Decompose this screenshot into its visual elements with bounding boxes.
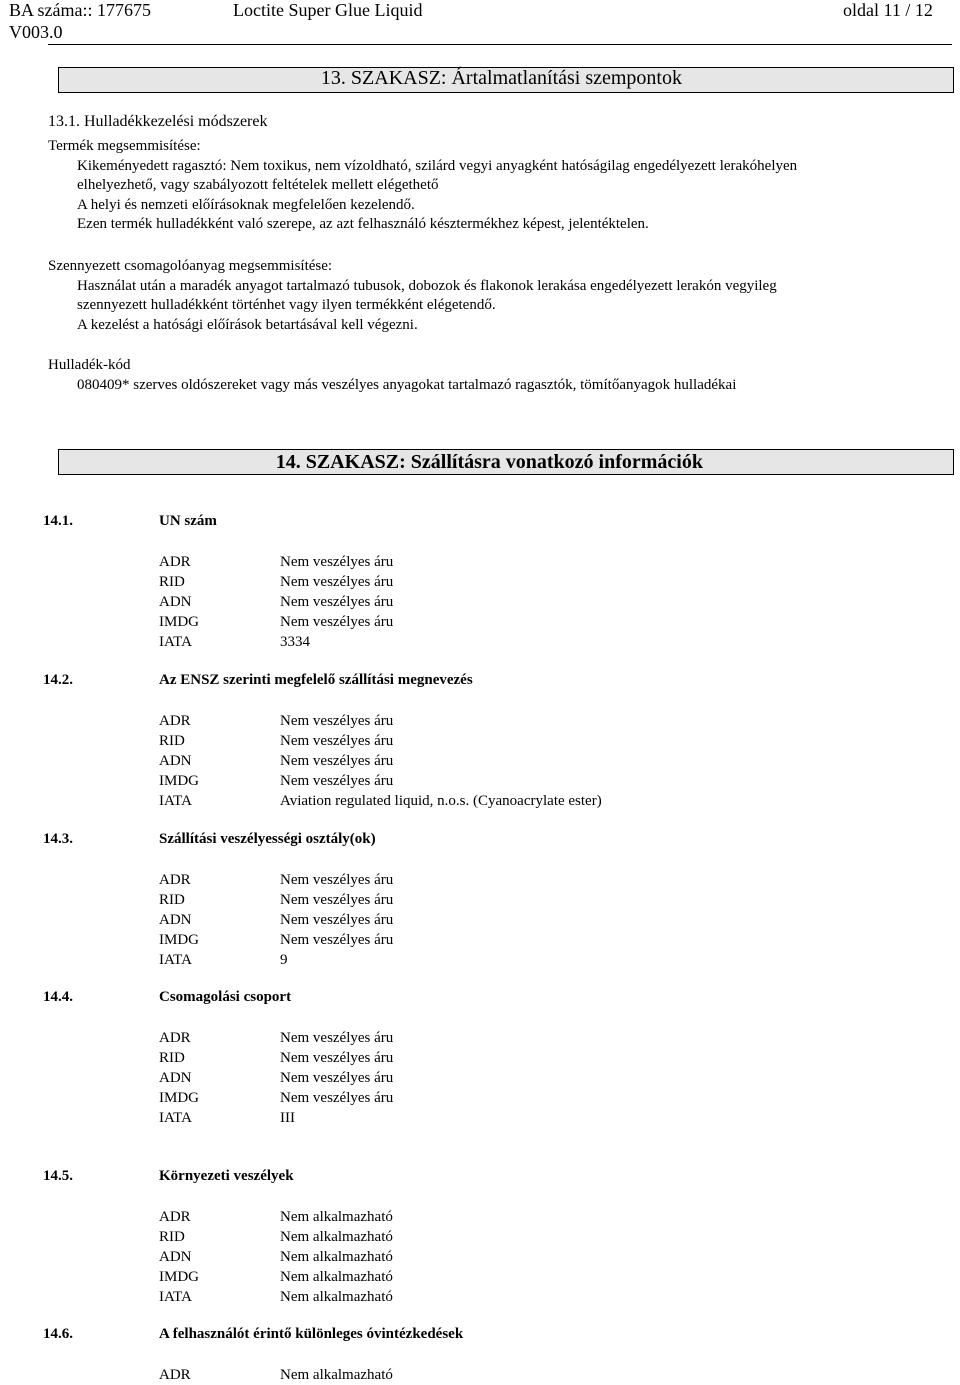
section-13-heading — [58, 67, 954, 93]
waste-code-label: Hulladék-kód — [48, 357, 131, 373]
transport-table-14-2 — [159, 711, 859, 811]
packaging-disposal-line: A kezelést a hatósági előírások betartásával kell végezni. — [77, 316, 418, 333]
transport-row — [159, 1048, 859, 1068]
mode-label: RID — [159, 1050, 185, 1066]
subsection-label: A felhasználót érintő különleges óvintézkedések — [159, 1326, 464, 1342]
mode-value: Nem veszélyes áru — [280, 773, 394, 789]
packaging-disposal-line: Használat után a maradék anyagot tartalmazó tubusok, dobozok és flakonok lerakása engedélyezett lerakón vegyileg — [77, 277, 777, 294]
mode-value: Nem veszélyes áru — [280, 614, 394, 630]
transport-row — [159, 552, 859, 572]
transport-table-14-1 — [159, 552, 859, 652]
product-disposal-block — [48, 137, 948, 235]
mode-label: IMDG — [159, 1090, 199, 1106]
mode-label: RID — [159, 733, 185, 749]
transport-row — [159, 1365, 859, 1385]
transport-row — [159, 751, 859, 771]
mode-value: Nem alkalmazható — [280, 1269, 393, 1285]
mode-value: Nem veszélyes áru — [280, 753, 394, 769]
transport-row — [159, 1068, 859, 1088]
mode-value: III — [280, 1110, 295, 1126]
transport-row — [159, 711, 859, 731]
mode-value: Nem alkalmazható — [280, 1229, 393, 1245]
mode-label: RID — [159, 892, 185, 908]
subsection-label: Környezeti veszélyek — [159, 1168, 294, 1184]
product-disposal-line: Kikeményedett ragasztó: Nem toxikus, nem vízoldható, szilárd vegyi anyagként hatóságilag engedélyezett lerakóhelyen — [77, 157, 798, 174]
transport-table-14-3 — [159, 870, 859, 970]
transport-row — [159, 930, 859, 950]
subsection-number: 14.5. — [43, 1168, 73, 1184]
transport-row — [159, 1227, 859, 1247]
mode-label: IMDG — [159, 1269, 199, 1285]
transport-row — [159, 1108, 859, 1128]
mode-label: ADN — [159, 912, 192, 928]
transport-row — [159, 731, 859, 751]
mode-label: RID — [159, 1229, 185, 1245]
packaging-disposal-line: szennyezett hulladékként történhet vagy ilyen termékként elégetendő. — [77, 297, 496, 313]
subsection-number: 14.4. — [43, 989, 73, 1005]
subsection-number: 14.3. — [43, 831, 73, 847]
packaging-disposal-block — [48, 257, 948, 335]
mode-label: IATA — [159, 1110, 192, 1126]
mode-label: ADR — [159, 1209, 191, 1225]
section-14-title: 14. SZAKASZ: Szállításra vonatkozó információk — [275, 451, 703, 473]
mode-label: IATA — [159, 1289, 192, 1305]
subsection-14-1 — [43, 513, 943, 533]
subsection-label: Csomagolási csoport — [159, 989, 292, 1005]
transport-row — [159, 1088, 859, 1108]
document-version: V003.0 — [9, 22, 63, 42]
mode-label: ADR — [159, 1030, 191, 1046]
header-rule — [48, 44, 952, 45]
section-14-heading — [58, 449, 954, 475]
mode-value: Nem veszélyes áru — [280, 554, 394, 570]
transport-row — [159, 950, 859, 970]
subsection-14-3 — [43, 831, 943, 851]
mode-label: ADN — [159, 1070, 192, 1086]
section-13-1-title: 13.1. Hulladékkezelési módszerek — [48, 113, 268, 130]
mode-value: Nem veszélyes áru — [280, 932, 394, 948]
transport-row — [159, 771, 859, 791]
mode-value: Nem veszélyes áru — [280, 713, 394, 729]
subsection-label: Szállítási veszélyességi osztály(ok) — [159, 831, 376, 847]
product-disposal-label: Termék megsemmisítése: — [48, 138, 201, 154]
packaging-disposal-label: Szennyezett csomagolóanyag megsemmisítése: — [48, 258, 333, 274]
transport-row — [159, 572, 859, 592]
transport-table-14-5 — [159, 1207, 859, 1307]
transport-row — [159, 612, 859, 632]
mode-label: IATA — [159, 634, 192, 650]
mode-label: ADN — [159, 753, 192, 769]
mode-label: ADR — [159, 1367, 191, 1383]
mode-value: Nem veszélyes áru — [280, 1070, 394, 1086]
mode-label: IATA — [159, 952, 192, 968]
mode-label: IMDG — [159, 614, 199, 630]
transport-row — [159, 1267, 859, 1287]
subsection-label: Az ENSZ szerinti megfelelő szállítási megnevezés — [159, 672, 473, 688]
product-disposal-line: elhelyezhető, vagy szabályozott feltételek mellett elégethető — [77, 177, 439, 193]
subsection-number: 14.1. — [43, 513, 73, 529]
transport-row — [159, 1287, 859, 1307]
transport-row — [159, 592, 859, 612]
mode-value: Nem veszélyes áru — [280, 594, 394, 610]
mode-value: 9 — [280, 952, 288, 968]
mode-label: IATA — [159, 793, 192, 809]
mode-label: ADN — [159, 594, 192, 610]
subsection-14-6 — [43, 1326, 943, 1346]
subsection-number: 14.2. — [43, 672, 73, 688]
section-13-title: 13. SZAKASZ: Ártalmatlanítási szempontok — [320, 67, 682, 89]
product-name: Loctite Super Glue Liquid — [233, 0, 423, 20]
mode-value: Nem veszélyes áru — [280, 892, 394, 908]
transport-row — [159, 870, 859, 890]
subsection-14-4 — [43, 989, 943, 1009]
transport-row — [159, 910, 859, 930]
transport-row — [159, 1247, 859, 1267]
transport-table-14-6 — [159, 1365, 859, 1385]
transport-table-14-4 — [159, 1028, 859, 1128]
product-disposal-line: Ezen termék hulladékként való szerepe, az azt felhasználó késztermékhez képest, jelentéktelen. — [77, 216, 649, 232]
mode-value: Nem veszélyes áru — [280, 1050, 394, 1066]
mode-value: Aviation regulated liquid, n.o.s. (Cyanoacrylate ester) — [280, 793, 602, 809]
subsection-label: UN szám — [159, 513, 217, 529]
mode-value: Nem alkalmazható — [280, 1289, 393, 1305]
waste-code-text: 080409* szerves oldószereket vagy más veszélyes anyagokat tartalmazó ragasztók, tömítőanyagok hulladékai — [77, 376, 737, 393]
transport-row — [159, 791, 859, 811]
mode-value: Nem alkalmazható — [280, 1249, 393, 1265]
mode-value: Nem veszélyes áru — [280, 912, 394, 928]
document-number: BA száma:: 177675 — [9, 0, 151, 20]
page-number: oldal 11 / 12 — [843, 0, 933, 20]
subsection-number: 14.6. — [43, 1326, 73, 1342]
mode-label: IMDG — [159, 773, 199, 789]
mode-value: 3334 — [280, 634, 310, 650]
transport-row — [159, 1028, 859, 1048]
product-disposal-line: A helyi és nemzeti előírásoknak megfelelően kezelendő. — [77, 196, 415, 213]
transport-row — [159, 890, 859, 910]
mode-value: Nem veszélyes áru — [280, 872, 394, 888]
mode-label: ADR — [159, 872, 191, 888]
mode-label: RID — [159, 574, 185, 590]
subsection-14-5 — [43, 1168, 943, 1188]
mode-value: Nem alkalmazható — [280, 1367, 393, 1383]
mode-value: Nem veszélyes áru — [280, 574, 394, 590]
mode-value: Nem alkalmazható — [280, 1209, 393, 1225]
transport-row — [159, 632, 859, 652]
mode-label: IMDG — [159, 932, 199, 948]
mode-label: ADN — [159, 1249, 192, 1265]
subsection-14-2 — [43, 672, 943, 692]
mode-value: Nem veszélyes áru — [280, 1090, 394, 1106]
transport-row — [159, 1207, 859, 1227]
mode-label: ADR — [159, 554, 191, 570]
waste-code-block — [48, 356, 948, 395]
mode-label: ADR — [159, 713, 191, 729]
mode-value: Nem veszélyes áru — [280, 1030, 394, 1046]
mode-value: Nem veszélyes áru — [280, 733, 394, 749]
